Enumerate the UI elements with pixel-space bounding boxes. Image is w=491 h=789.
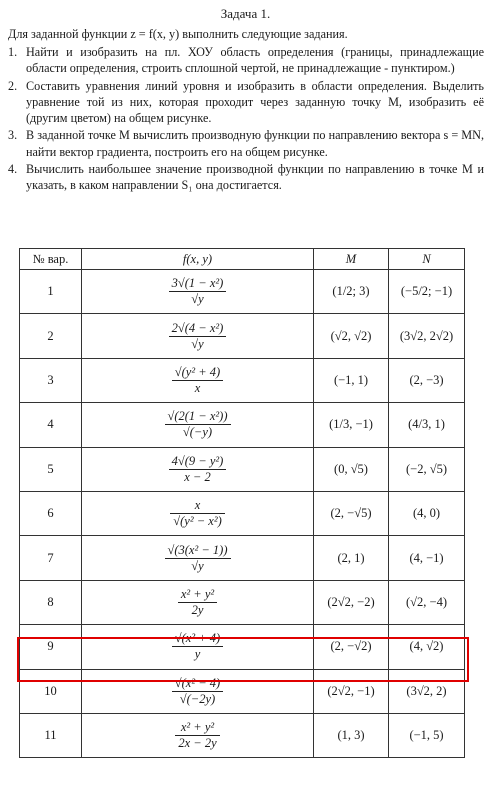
point-m: (1, 3): [314, 713, 389, 757]
variants-table: [19, 248, 465, 758]
function-fraction: [165, 409, 231, 440]
task-number: 3.: [8, 128, 18, 143]
table-row: [20, 713, 465, 757]
task-text: Вычислить наибольшее значение производной функции по направлению в точке М и указать, в каком направлении S₁ она достигается.: [26, 162, 484, 193]
fraction-denominator: y: [194, 647, 201, 662]
fraction-denominator: √y: [191, 336, 204, 351]
point-n: (−2, √5): [389, 447, 465, 491]
task-number: 2.: [8, 78, 18, 93]
task-item: [8, 161, 484, 194]
point-n: (3√2, 2√2): [389, 314, 465, 358]
variant-number: 2: [20, 314, 82, 358]
fraction-denominator: √y: [191, 558, 204, 573]
function-cell: [82, 403, 314, 447]
function-fraction: [169, 321, 227, 352]
variant-number: 5: [20, 447, 82, 491]
fraction-numerator: 4√(9 − y²): [169, 454, 227, 470]
table-row: [20, 580, 465, 624]
task-item: [8, 44, 484, 77]
variant-number: 4: [20, 403, 82, 447]
function-cell: [82, 314, 314, 358]
point-n: (2, −3): [389, 358, 465, 402]
function-cell: [82, 625, 314, 669]
point-m: (2, 1): [314, 536, 389, 580]
function-fraction: [169, 276, 227, 307]
function-cell: [82, 580, 314, 624]
fraction-numerator: x: [170, 498, 224, 514]
fraction-numerator: 2√(4 − x²): [169, 321, 227, 337]
variant-number: 11: [20, 713, 82, 757]
table-header-row: [20, 249, 465, 270]
point-n: (4/3, 1): [389, 403, 465, 447]
table-row: [20, 669, 465, 713]
task-text: В заданной точке М вычислить производную функции по направлению вектора s = MN, найти вектор градиента, построить его на общем рисунке.: [26, 128, 484, 159]
fraction-denominator: √(−2y): [179, 691, 216, 706]
variant-number: 7: [20, 536, 82, 580]
fraction-numerator: √(2(1 − x²)): [165, 409, 231, 425]
task-item: [8, 127, 484, 160]
table-row: [20, 314, 465, 358]
fraction-numerator: x² + y²: [175, 720, 219, 736]
point-n: (−1, 5): [389, 713, 465, 757]
fraction-numerator: x² + y²: [178, 587, 217, 603]
task-number: 1.: [8, 45, 18, 59]
point-m: (1/3, −1): [314, 403, 389, 447]
function-cell: [82, 491, 314, 535]
point-m: (1/2; 3): [314, 270, 389, 314]
point-n: (√2, −4): [389, 580, 465, 624]
point-n: (4, 0): [389, 491, 465, 535]
function-cell: [82, 536, 314, 580]
header-variant: № вар.: [20, 249, 82, 270]
table-row: [20, 447, 465, 491]
function-cell: [82, 447, 314, 491]
task-text: Найти и изобразить на пл. ХОУ область определения (границы, принадлежащие области определения, строить сплошной чертой, не принадлежащие - пунктиром.): [26, 45, 484, 76]
header-function: f(x, y): [82, 249, 314, 270]
variant-number: 3: [20, 358, 82, 402]
function-fraction: [170, 498, 224, 529]
function-fraction: [172, 365, 223, 396]
fraction-denominator: x: [194, 380, 201, 395]
function-cell: [82, 270, 314, 314]
table-row: [20, 358, 465, 402]
fraction-denominator: √y: [191, 292, 204, 307]
function-fraction: [169, 454, 227, 485]
function-fraction: [165, 543, 231, 574]
point-m: (−1, 1): [314, 358, 389, 402]
table-row: [20, 403, 465, 447]
table-row: [20, 536, 465, 580]
variant-number: 6: [20, 491, 82, 535]
fraction-denominator: √(y² − x²): [173, 514, 222, 529]
problem-title: Задача 1.: [220, 6, 271, 21]
table-row: [20, 491, 465, 535]
fraction-numerator: √(y² + 4): [172, 365, 223, 381]
point-n: (−5/2; −1): [389, 270, 465, 314]
problem-intro: Для заданной функции z = f(x, y) выполнить следующие задания.: [8, 27, 348, 41]
variant-number: 9: [20, 625, 82, 669]
header-point-m: M: [314, 249, 389, 270]
fraction-numerator: 3√(1 − x²): [169, 276, 227, 292]
function-fraction: [175, 720, 219, 751]
table-row: [20, 270, 465, 314]
task-text: Составить уравнения линий уровня и изобразить в области определения. Выделить уравнение той из них, которая проходит через заданную точку М, изобразить её (другим цветом) на общем рисунке.: [26, 78, 484, 126]
fraction-numerator: √(x² + 4): [172, 631, 223, 647]
variant-number: 8: [20, 580, 82, 624]
function-cell: [82, 669, 314, 713]
point-m: (2, −√2): [314, 625, 389, 669]
function-fraction: [178, 587, 217, 618]
fraction-denominator: 2x − 2y: [178, 736, 217, 751]
function-cell: [82, 713, 314, 757]
fraction-denominator: x − 2: [184, 469, 211, 484]
table-row: [20, 625, 465, 669]
point-m: (2√2, −1): [314, 669, 389, 713]
fraction-denominator: 2y: [191, 602, 204, 617]
function-fraction: [172, 676, 223, 707]
point-n: (4, −1): [389, 536, 465, 580]
point-m: (2, −√5): [314, 491, 389, 535]
task-number: 4.: [8, 162, 18, 177]
header-point-n: N: [389, 249, 465, 270]
point-m: (√2, √2): [314, 314, 389, 358]
fraction-denominator: √(−y): [182, 425, 213, 440]
function-cell: [82, 358, 314, 402]
task-list: [8, 44, 484, 195]
fraction-numerator: √(x² − 4): [172, 676, 223, 692]
task-item: [8, 78, 484, 127]
point-n: (3√2, 2): [389, 669, 465, 713]
variant-number: 10: [20, 669, 82, 713]
function-fraction: [172, 631, 223, 662]
point-m: (2√2, −2): [314, 580, 389, 624]
point-n: (4, √2): [389, 625, 465, 669]
point-m: (0, √5): [314, 447, 389, 491]
fraction-numerator: √(3(x² − 1)): [165, 543, 231, 559]
variant-number: 1: [20, 270, 82, 314]
